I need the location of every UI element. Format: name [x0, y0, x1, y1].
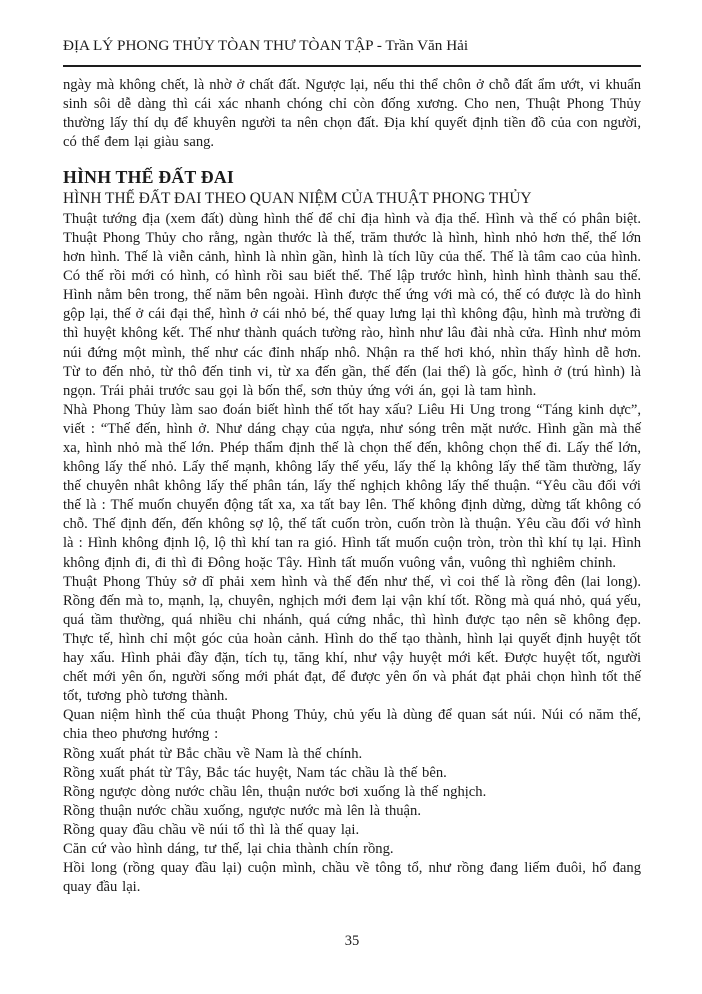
list-line: Rồng ngược dòng nước chầu lên, thuận nước bơi xuống là thế nghịch.: [63, 783, 487, 800]
section-heading: HÌNH THẾ ĐẤT ĐAI: [63, 167, 235, 188]
running-head: ĐỊA LÝ PHONG THỦY TÒAN THƯ TÒAN TẬP - Trần Văn Hải: [63, 36, 641, 67]
list-line: Rồng xuất phát từ Bắc chầu về Nam là thế chính.: [63, 745, 363, 762]
paragraph: Quan niệm hình thế của thuật Phong Thủy, chủ yếu là dùng để quan sát núi. Núi có năm thế, chia theo phương hướng :: [63, 707, 641, 743]
list-line: Căn cứ vào hình dáng, tư thế, lại chia thành chín rồng.: [63, 840, 394, 857]
paragraph: Thuật tướng địa (xem đất) dùng hình thế để chỉ địa hình và địa thế. Hình và thế có phân biệt. Thuật Phong Thủy cho rằng, ngàn thước là thế, trăm thước là hình, hình nhỏ hơn thế, thế lớn hơn hình. Thế là viễn cảnh, hình là nhìn gần, hình là tích lũy của thế. Thế là tâm cao của hình. Có thế rồi mới có hình, có hình rồi sau biết thế. Thế lập trước hình, hình hình thành sau thế. Hình nằm bên trong, thế năm bên ngoài. Hình được thế ứng với mà có, thế có được là do hình gộp lại, thế ở cái đại thể, hình ở cái nhỏ bé, thế quay lưng lại thì không đậu, hình mà trường đi thì huyệt không kết. Thế như thành quách tường rào, hình như lâu đài nhà cửa. Hình như mỏm núi đứng một mình, thế như các đỉnh nhấp nhô. Nhận ra thế hơi khó, nhìn thấy hình dễ hơn. Từ to đến nhỏ, từ thô đến tinh vi, từ xa đến gần, thế đến (lai thế) là gốc, hình ở (trú hình) là ngọn. Trái phải trước sau gọi là bốn thể, sơn thủy ứng với án, gọi là tam hình.: [63, 210, 641, 399]
paragraph: Nhà Phong Thủy làm sao đoán biết hình thế tốt hay xấu? Liêu Hi Ung trong “Táng kinh dực”, viết : “Thế đến, hình ở. Như dáng chạy của ngựa, như sóng trên mặt nước. Hình gần mà thế xa, hình nhỏ mà thế lớn. Phép thẩm định thế là chọn thế đến, không chọn thế đi. Lấy thế lớn, không lấy thế nhỏ. Lấy thế mạnh, không lấy thế yếu, lấy thế lạ không lấy thế tầm thường, lấy thế chuyên nhât không lấy thế phân tán, lấy thế nghịch không lấy thế thuận. “Yêu cầu đối với thế là : Thế muốn chuyển động tất xa, xa tất bay lên. Thế không định dừng, dừng tất không có chỗ. Thế định đến, đến không sợ lộ, thế tất cuốn tròn, cuốn tròn là thuận. Yêu cầu đối vớ hình là : Hình không định lộ, lộ thì khí tan ra gió. Hình tất muốn cuộn tròn, tròn thì khí tụ lại. Hình không định đi, đi thì đi Đông hoặc Tây. Hình tất muốn vuông vắn, vuông thì nghiêm chỉnh.: [63, 401, 641, 571]
section-subheading: HÌNH THẾ ĐẤT ĐAI THEO QUAN NIỆM CỦA THUẬT PHONG THỦY: [63, 190, 532, 208]
list-line: Rồng xuất phát từ Tây, Bắc tác huyệt, Nam tác chầu là thế bên.: [63, 764, 447, 781]
intro-paragraph: ngày mà không chết, là nhờ ở chất đất. Ngược lại, nếu thi thể chôn ở chỗ đất ẩm ướt, vi khuẩn sinh sôi dễ dàng thì cái xác nhanh chóng chỉ còn đống xương. Cho nen, Thuật Phong Thủy thường lấy thí dụ để khuyên người ta nên chọn đất. Địa khí quyết định tiền đồ của con người, có thể đem lại giàu sang.: [63, 77, 641, 151]
list-line: Rồng quay đầu chầu về núi tổ thì là thế quay lại.: [63, 821, 360, 838]
page-body: [63, 76, 641, 897]
page-number: 35: [344, 933, 360, 949]
list-line: Rồng thuận nước chầu xuống, ngược nước mà lên là thuận.: [63, 802, 421, 819]
paragraph: Hồi long (rồng quay đầu lại) cuộn mình, chầu về tông tổ, như rồng đang liếm đuôi, hổ đang quay đầu lại.: [63, 860, 641, 896]
paragraph: Thuật Phong Thủy sở dĩ phải xem hình và thế đến như thế, vì coi thế là rồng đên (lai long). Rồng đến mà to, mạnh, lạ, chuyên, nghịch mới đem lại vận khí tốt. Rồng mà quá nhỏ, quá yếu, quá tầm thường, quá nhiều chi nhánh, quá cứng nhắc, thì hình được tạo nên sẽ không đẹp. Thực tế, hình chỉ một góc của hoàn cảnh. Hình do thế tạo thành, hình lại quyết định huyệt tốt hay xấu. Hình phải đầy đặn, tích tụ, tăng khí, như vậy huyệt mới kết. Được huyệt tốt, người chết mới yên ổn, người sống mới phát đạt, để được yên ổn và phát đạt phải chọn hình tốt thế tốt, tương phò tương thành.: [63, 573, 641, 705]
